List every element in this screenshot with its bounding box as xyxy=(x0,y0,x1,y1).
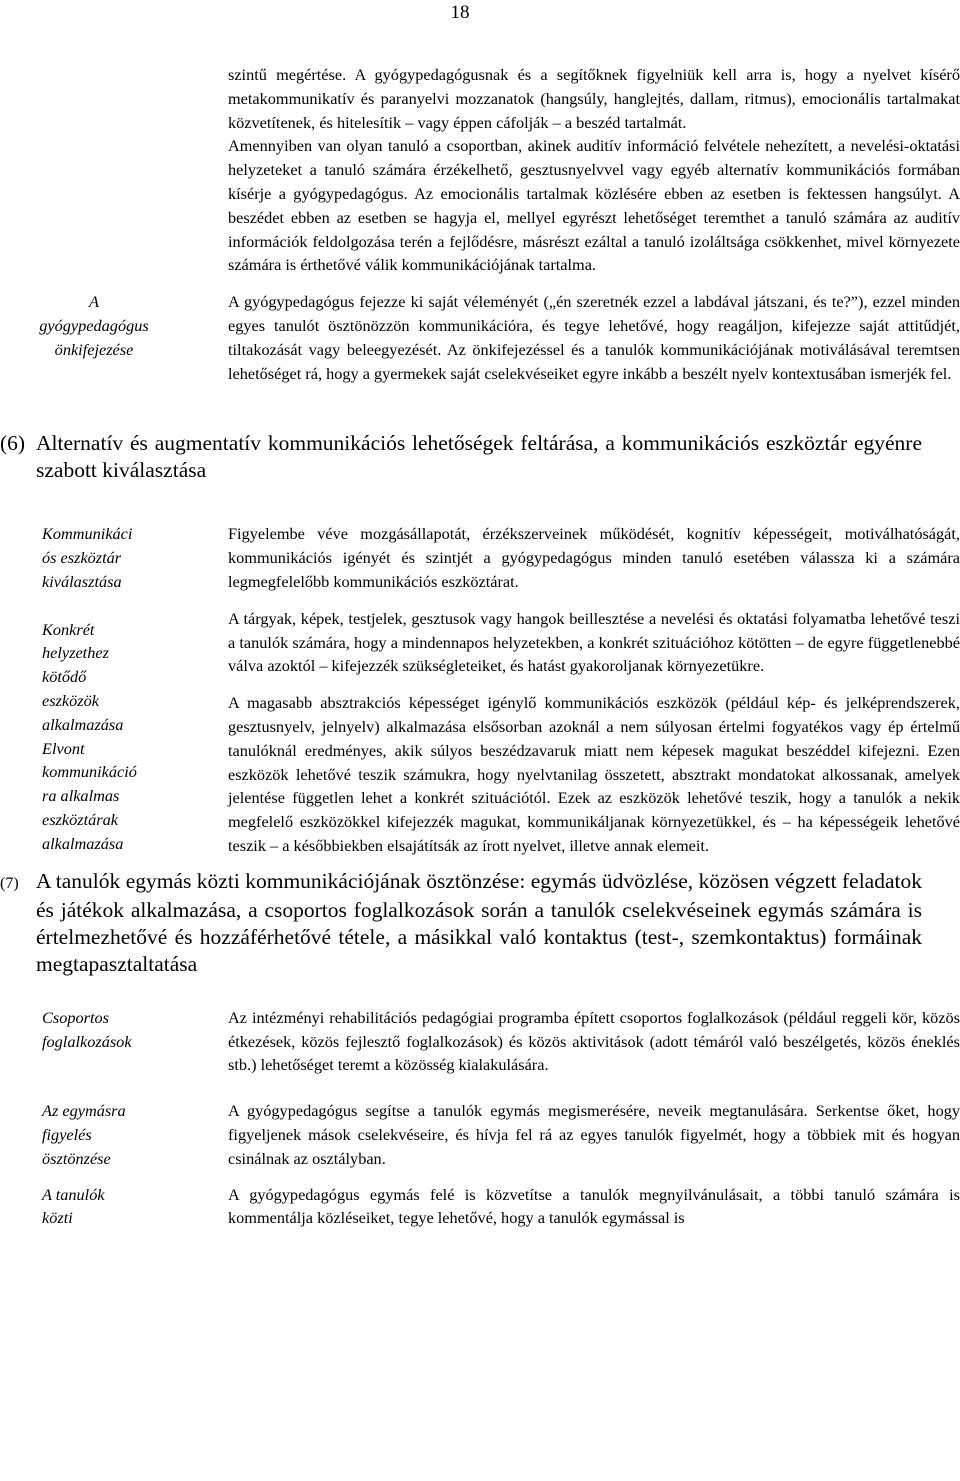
section-7-row-3-text: A gyógypedagógus egymás felé is közvetítse a tanulók megnyilvánulásait, a többi tanuló számára is kommentálja közléseiket, tegye lehetővé, hogy a tanulók egymással is xyxy=(228,1184,960,1228)
intro-paragraph-2: Amennyiben van olyan tanuló a csoportban, akinek auditív információ felvétele nehezített, a nevelési-oktatási helyzeteket a tanuló számára érzékelhető, gesztusnyelvvel vagy egyéb alternatív kommunikációs formában kísérje a gyógypedagógus. Az emocionális tartalmak közlésére ebben az esetben is fektessen hangsúlyt. A beszédet ebben az esetben se hagyja el, mellyel egyrészt lehetőséget teremthet a tanuló számára az auditív információk feldolgozása terén a fejlődésre, másrészt ezáltal a tanuló izoláltsága csökkenhet, mivel környezete számára is érthetővé válik kommunikációjának tartalma. xyxy=(228,136,960,275)
page-number: 18 xyxy=(450,2,470,23)
section-6-heading xyxy=(0,430,922,484)
self-expression-side-label: A gyógypedagógus önkifejezése xyxy=(39,292,149,359)
section-7-row-2-side-label: Az egymásra figyelés ösztönzése xyxy=(42,1101,126,1168)
section-7-row-1-text: Az intézményi rehabilitációs pedagógiai programba épített csoportos foglalkozások (például reggeli kör, közös étkezések, közös fejlesztő foglalkozások) és közös aktivitások (adott témáról való beszélgetés, közös éneklés stb.) lehetőséget teremt a közösség kialakulására. xyxy=(228,1007,960,1075)
section-7-heading xyxy=(0,868,922,978)
section-6-paragraph-2: A tárgyak, képek, testjelek, gesztusok vagy hangok beillesztése a nevelési és oktatási folyamatba lehetővé teszi a tanulók számára, hogy a mindennapos helyzetekben, a konkrét szituációhoz kötötten – de egyre függetlenebbé válva azoktól – kifejezzék szükségleteiket, és hatást gyakoroljanak környezetükre. xyxy=(228,608,960,676)
section-7-row-2-text: A gyógypedagógus segítse a tanulók egymás megismerésére, neveik megtanulására. Serkentse őket, hogy figyeljenek mások cselekvéseire, és hívja fel rá az egyes tanulók figyelmét, hogy a többiek mit és hogyan csinálnak az osztályban. xyxy=(228,1101,960,1168)
page-content xyxy=(0,63,960,1230)
section-6-paragraph-1: Figyelembe véve mozgásállapotát, érzékszerveinek működését, kognitív képességeit, motiválhatóságát, kommunikációs igényét és szintjét a gyógypedagógus minden tanuló esetében válassza ki a számára legmegfelelőbb kommunikációs eszköztárat. xyxy=(228,524,960,591)
section-7-number: (7) xyxy=(0,874,19,892)
intro-block xyxy=(0,63,960,277)
section-7-row-2 xyxy=(0,1099,960,1170)
section-7-row-1-side-label: Csoportos foglalkozások xyxy=(42,1007,132,1051)
section-7-row-1 xyxy=(0,1006,960,1077)
section-7-row-3-side-label: A tanulók közti xyxy=(42,1184,105,1228)
section-6-paragraph-3: A magasabb absztrakciós képességet igénylő kommunikációs eszközök (például kép- és jelképrendszerek, gesztusnyelv, jelnyelv) alkalmazása elsősorban azoknál a nem súlyosan értelmi fogyatékos vagy ép értelmű tanulóknál eredményes, akik súlyos beszédzavaruk miatt nem képesek magukat beszéddel kifejezni. Ezen eszközök lehetővé teszik számukra, hogy nyelvtanilag összetett, absztrakt mondatokat alkossanak, amelyek jelentése független lehet a konkrét szituációtól. Ezek az eszközök lehetővé teszik, hogy a tanulók a nekik megfelelő eszközökkel kifejezzék magukat, kommunikáljanak környezetükkel, és – ha képességeik lehetővé teszik – a későbbiekben elsajátítsák az írott nyelvet, illetve annak elemeit. xyxy=(228,693,960,855)
self-expression-paragraph: A gyógypedagógus fejezze ki saját véleményét („én szeretnék ezzel a labdával játszani, és te?”), ezzel minden egyes tanulót ösztönözzön kommunikációra, és tegye lehetővé, hogy reagáljon, kifejezze saját attitűdjét, tiltakozását vagy beleegyezését. Az önkifejezéssel és a tanulók kommunikációjának motiválásával teremtsen lehetőséget rá, hogy a gyermekek saját cselekvéseiket egyre inkább a beszélt nyelv kontextusában ismerjék fel. xyxy=(228,292,960,383)
section-6-number: (6) xyxy=(0,431,26,456)
section-6-title: Alternatív és augmentatív kommunikációs lehetőségek feltárása, a kommunikációs eszköztár egyénre szabott kiválasztása xyxy=(36,431,922,483)
self-expression-block xyxy=(0,290,960,385)
section-6-side-labels: Kommunikáci ós eszköztár kiválasztása Konkrét helyzethez kötődő eszközök alkalmazása Elvont kommunikáció ra alkalmas eszköztárak alkalmazása xyxy=(42,524,137,853)
intro-paragraph-1: szintű megértése. A gyógypedagógusnak és a segítőknek figyelniük kell arra is, hogy a nyelvet kísérő metakommunikatív és paranyelvi mozzanatok (hangsúly, hanglejtés, dallam, ritmus), emocionális tartalmakat közvetítenek, és hitelesítik – vagy éppen cáfolják – a beszéd tartalmát. xyxy=(228,65,960,132)
section-7-row-3 xyxy=(0,1183,960,1231)
section-7-title: A tanulók egymás közti kommunikációjának ösztönzése: egymás üdvözlése, közösen végzett feladatok és játékok alkalmazása, a csoportos foglalkozások során a tanulók cselekvéseinek egymás számára is értelmezhetővé és hozzáférhetővé tétele, a másikkal való kontaktus (test-, szemkontaktus) formáinak megtapasztaltatása xyxy=(36,868,922,976)
section-6-body xyxy=(0,522,960,857)
